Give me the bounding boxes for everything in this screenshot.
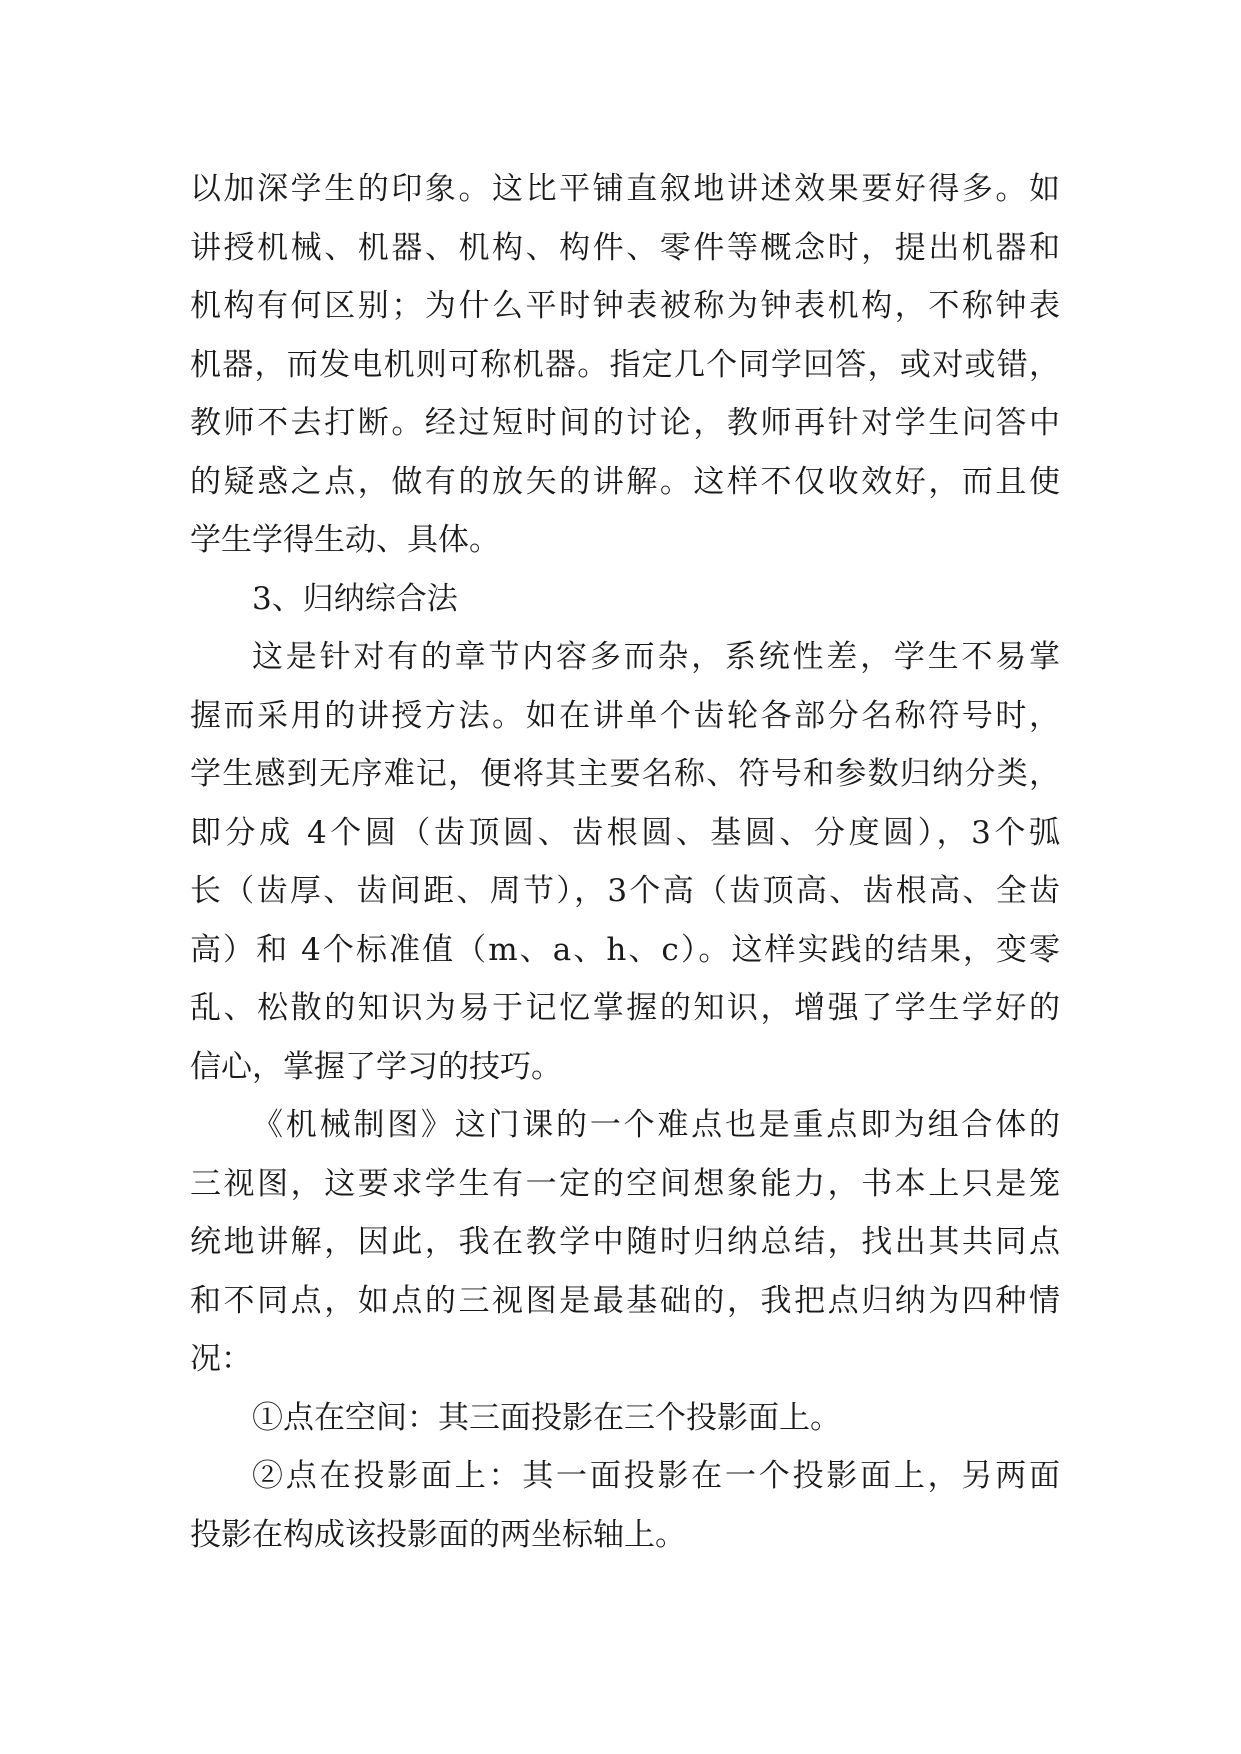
text-line: ②点在投影面上：其一面投影在一个投影面上，另两面 (252, 1458, 1060, 1494)
text-line: 乱、松散的知识为易于记忆掌握的知识，增强了学生学好的 (190, 990, 1060, 1026)
text-line: 况： (190, 1341, 252, 1377)
text-line: 信心，掌握了学习的技巧。 (190, 1048, 562, 1085)
text-line: 讲授机械、机器、机构、构件、零件等概念时，提出机器和 (190, 229, 1060, 266)
text-line: 学生学得生动、具体。 (190, 522, 500, 558)
document-body (190, 160, 1060, 1564)
text-line: 三视图，这要求学生有一定的空间想象能力，书本上只是笼 (190, 1165, 1060, 1202)
text-line: 机构有何区别；为什么平时钟表被称为钟表机构，不称钟表 (190, 288, 1060, 324)
text-line: 3、归纳综合法 (252, 580, 458, 617)
text-line: 学生感到无序难记，便将其主要名称、符号和参数归纳分类， (190, 756, 1060, 792)
text-line: 长（齿厚、齿间距、周节），3个高（齿顶高、齿根高、全齿 (190, 873, 1060, 909)
text-line: 统地讲解，因此，我在教学中随时归纳总结，找出其共同点 (190, 1224, 1060, 1260)
text-line: 即分成 4个圆（齿顶圆、齿根圆、基圆、分度圆），3个弧 (190, 814, 1060, 851)
text-line: 握而采用的讲授方法。如在讲单个齿轮各部分名称符号时， (190, 697, 1060, 734)
text-line: 投影在构成该投影面的两坐标轴上。 (190, 1516, 686, 1553)
text-line: 《机械制图》这门课的一个难点也是重点即为组合体的 (252, 1107, 1060, 1143)
text-line: 机器，而发电机则可称机器。指定几个同学回答，或对或错， (190, 346, 1060, 383)
text-line: 高）和 4个标准值（m、a、h、c）。这样实践的结果，变零 (190, 931, 1060, 968)
text-line: 这是针对有的章节内容多而杂，系统性差，学生不易掌 (252, 639, 1060, 675)
text-line: ①点在空间：其三面投影在三个投影面上。 (252, 1399, 841, 1436)
text-line: 以加深学生的印象。这比平铺直叙地讲述效果要好得多。如 (190, 171, 1060, 207)
text-line: 教师不去打断。经过短时间的讨论，教师再针对学生问答中 (190, 405, 1060, 441)
text-line: 和不同点，如点的三视图是最基础的，我把点归纳为四种情 (190, 1282, 1060, 1319)
text-line: 的疑惑之点，做有的放矢的讲解。这样不仅收效好，而且使 (190, 463, 1060, 500)
